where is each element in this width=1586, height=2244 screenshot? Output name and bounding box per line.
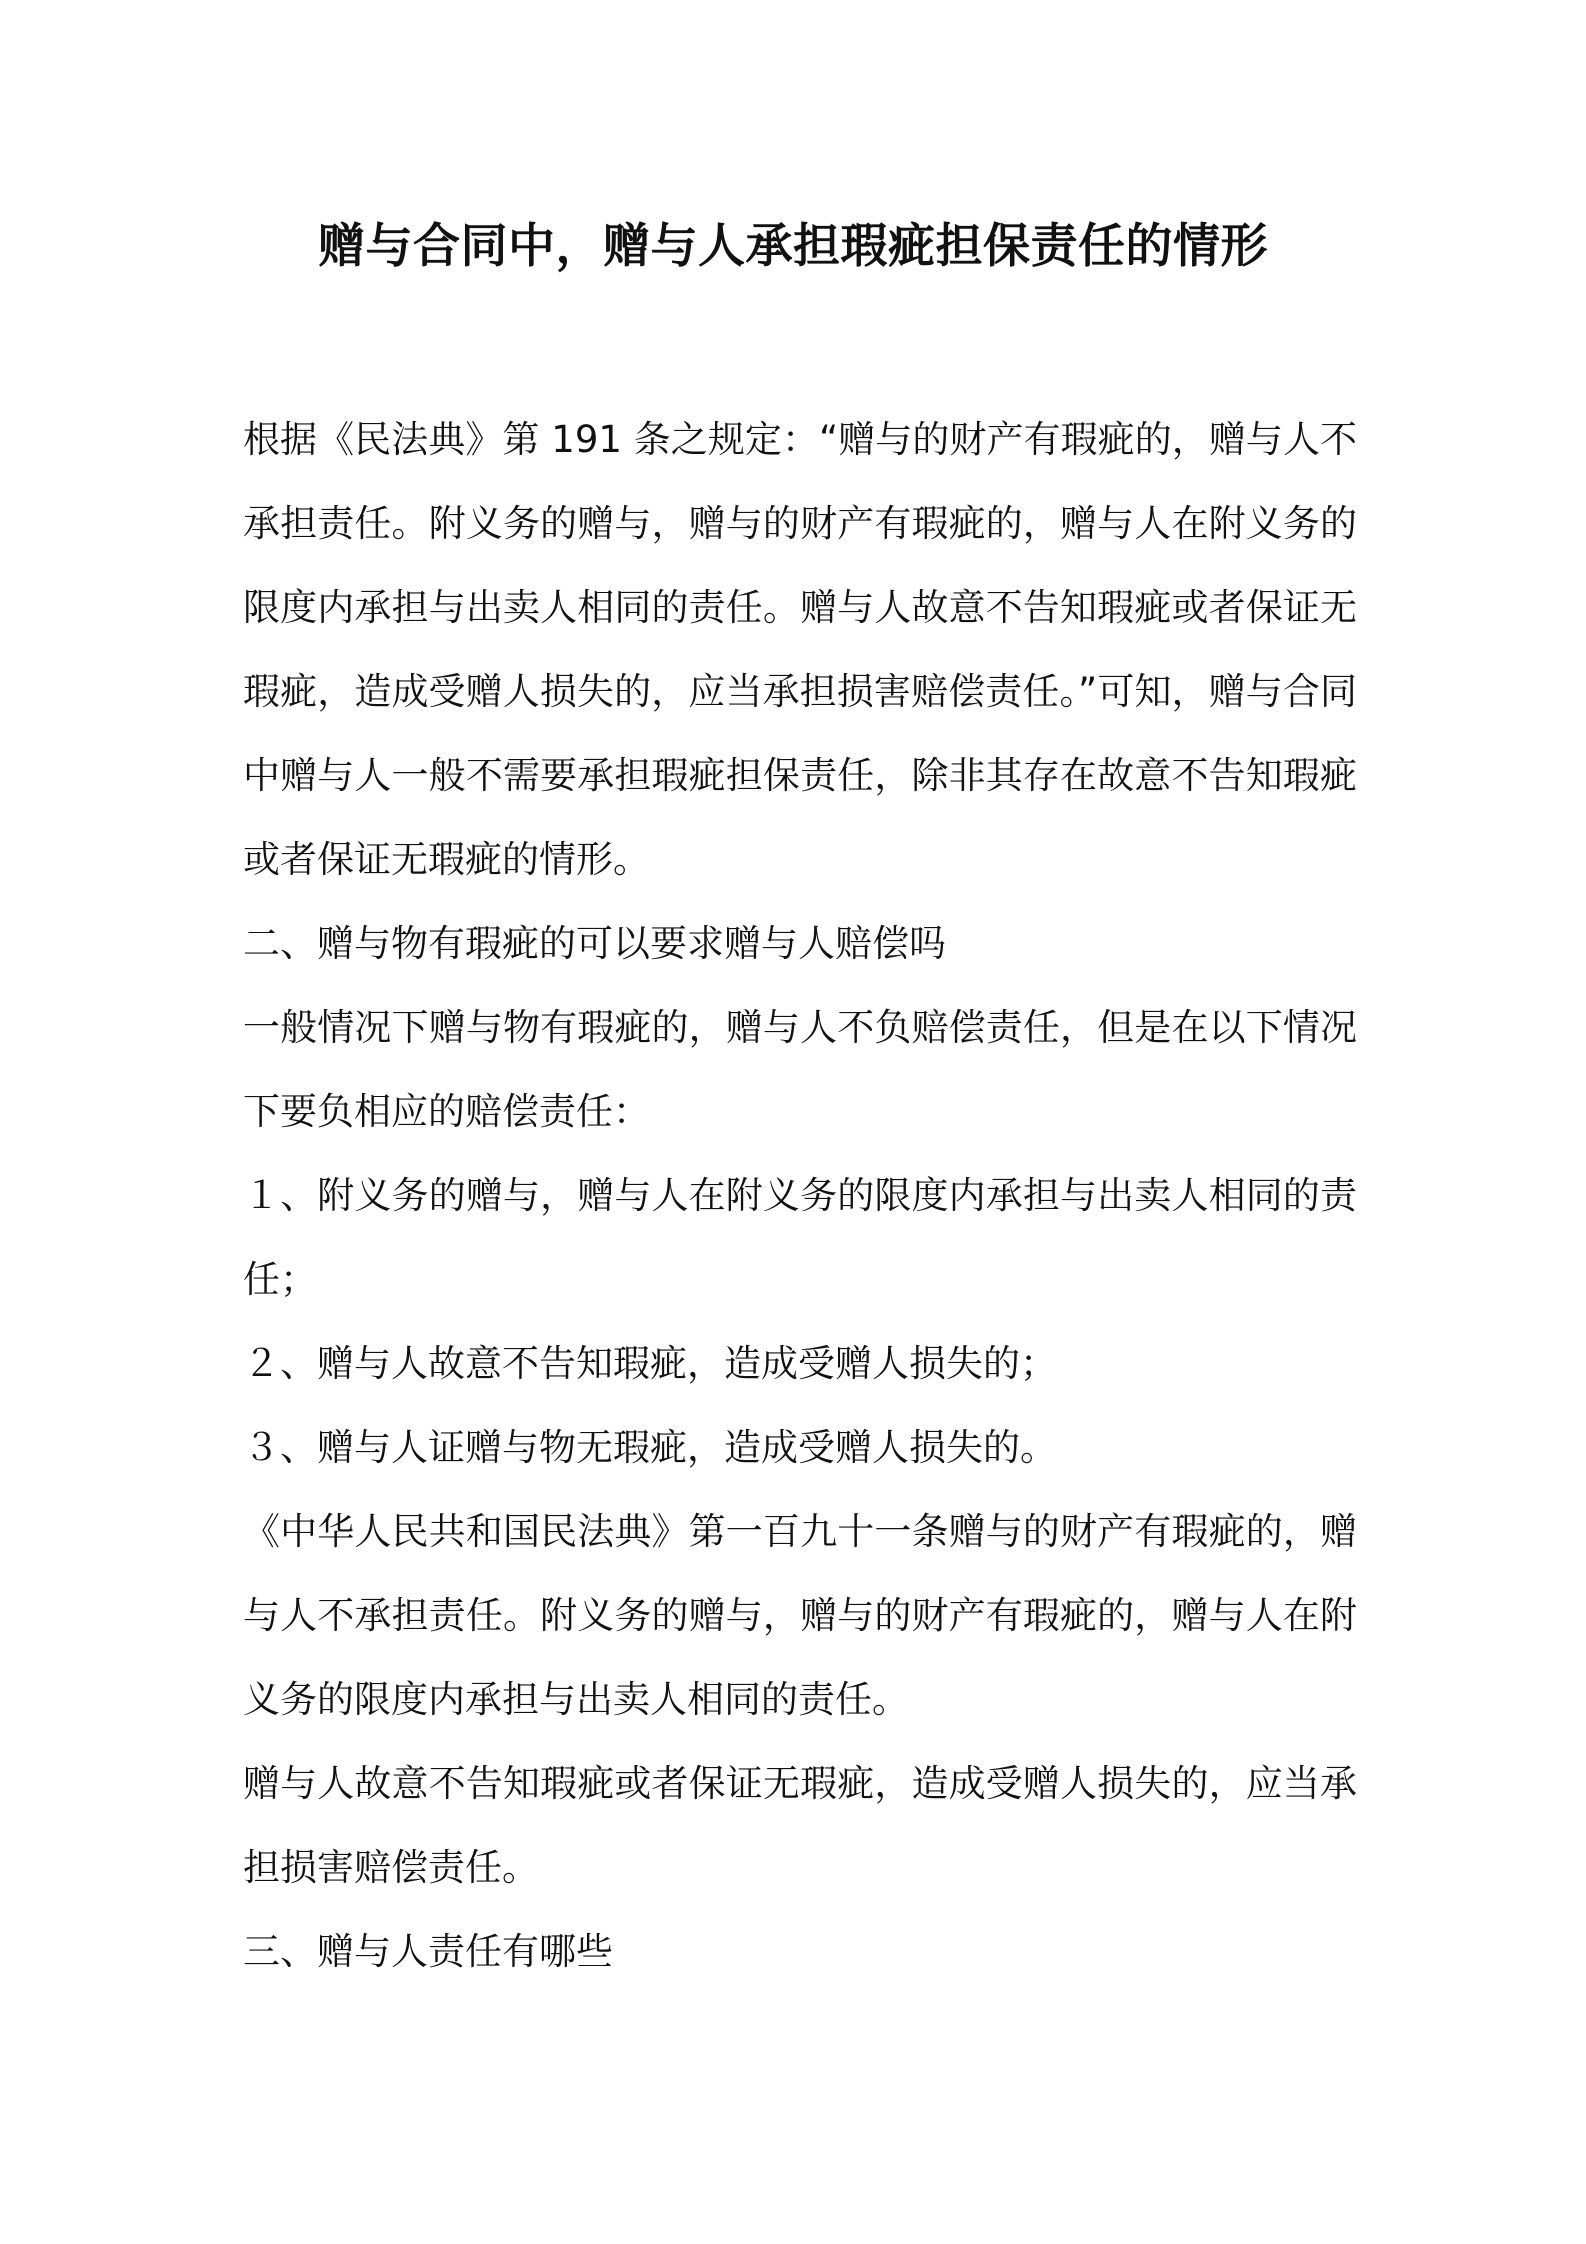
document-title: 赠与合同中，赠与人承担瑕疵担保责任的情形 bbox=[318, 219, 1268, 274]
list-item-2: ２、赠与人故意不告知瑕疵，造成受赠人损失的； bbox=[243, 1342, 1057, 1385]
paragraph-general-rule: 一般情况下赠与物有瑕疵的，赠与人不负赔偿责任，但是在以下情况下要负相应的赔偿责任： bbox=[243, 1006, 1357, 1133]
section-heading-3: 三、赠与人责任有哪些 bbox=[243, 1930, 613, 1973]
paragraph-article-191-summary: 根据《民法典》第 191 条之规定：“赠与的财产有瑕疵的，赠与人不承担责任。附义务的赠与，赠与的财产有瑕疵的，赠与人在附义务的限度内承担与出卖人相同的责任。赠与人故意不告知瑕疵或者保证无瑕疵，造成受赠人损失的，应当承担损害赔偿责任。”可知，赠与合同中赠与人一般不需要承担瑕疵担保责任，除非其存在故意不告知瑕疵或者保证无瑕疵的情形。 bbox=[243, 418, 1357, 881]
section-heading-2: 二、赠与物有瑕疵的可以要求赠与人赔偿吗 bbox=[243, 922, 946, 965]
list-item-1: １、附义务的赠与，赠与人在附义务的限度内承担与出卖人相同的责任； bbox=[243, 1174, 1357, 1301]
paragraph-damages-liability: 赠与人故意不告知瑕疵或者保证无瑕疵，造成受赠人损失的，应当承担损害赔偿责任。 bbox=[243, 1762, 1357, 1889]
paragraph-civil-code-citation: 《中华人民共和国民法典》第一百九十一条赠与的财产有瑕疵的，赠与人不承担责任。附义务的赠与，赠与的财产有瑕疵的，赠与人在附义务的限度内承担与出卖人相同的责任。 bbox=[243, 1510, 1357, 1721]
list-item-3: ３、赠与人证赠与物无瑕疵，造成受赠人损失的。 bbox=[243, 1426, 1057, 1469]
document-body bbox=[243, 398, 1357, 1994]
